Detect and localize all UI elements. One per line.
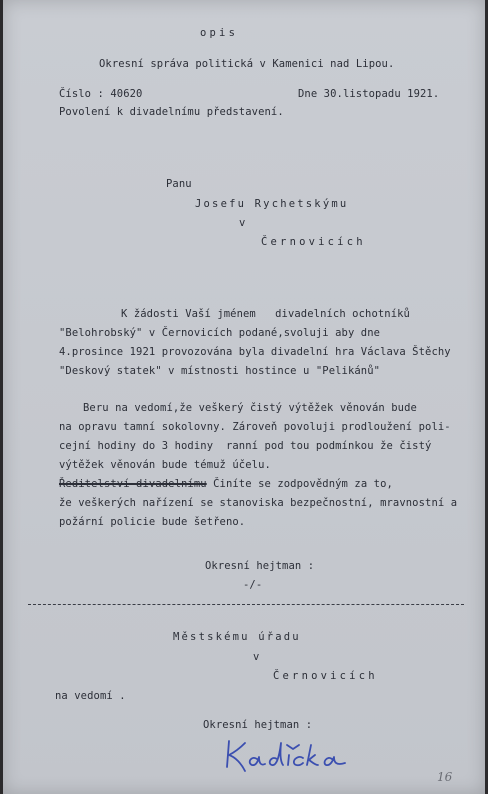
body-line: K žádosti Vaší jménem divadelních ochotníků [121,308,410,320]
copy-recipient-in: v [253,651,260,663]
copy-recipient-place: Černovicích [273,670,378,682]
body-line-with-strike [59,478,393,491]
doc-heading: opis [200,27,239,39]
subject-line: Povolení k divadelnímu představení. [59,106,284,118]
recipient-place: Černovicích [261,236,366,248]
body-line: výtěžek věnován bude témuž účelu. [59,459,271,471]
body-text: Činíte se zodpovědným za to, [206,478,393,490]
signatory-title-2: Okresní hejtman : [203,719,313,731]
copy-note: na vedomí . [55,690,126,702]
document-page [3,0,485,794]
body-line: "Deskový statek" v místnosti hostince u "Pelikánů" [59,365,381,377]
document-date: Dne 30.listopadu 1921. [298,88,440,100]
separator-line [28,604,464,605]
copy-recipient: Městskému úřadu [173,631,301,643]
body-line: na opravu tamní sokolovny. Zároveň povoluji prodloužení poli- [59,421,451,433]
recipient-in: v [239,217,246,229]
body-line: že veškerých nařízení se stanoviska bezpečnostní, mravnostní a [59,497,458,509]
signature-mark: -/- [243,579,263,591]
body-line: 4.prosince 1921 provozována byla divadelní hra Václava Štěchy [59,346,451,358]
struck-text: Ředitelství divadelnímu [59,478,207,490]
body-line: požární policie bude šetřeno. [59,516,246,528]
issuing-authority: Okresní správa politická v Kamenici nad Lipou. [99,58,395,70]
salutation: Panu [166,178,192,190]
body-line: cejní hodiny do 3 hodiny ranní pod tou podmínkou že čistý [59,440,432,452]
handwritten-signature [221,737,351,777]
reference-number: Číslo : 40620 [59,88,143,100]
page-number: 16 [437,770,453,784]
body-line: Beru na vedomí,že veškerý čistý výtěžek věnován bude [83,402,417,414]
body-line: "Belohrobský" v Černovicích podané,svoluji aby dne [59,327,381,339]
signatory-title: Okresní hejtman : [205,560,315,572]
recipient-name: Josefu Rychetskýmu [195,198,349,210]
